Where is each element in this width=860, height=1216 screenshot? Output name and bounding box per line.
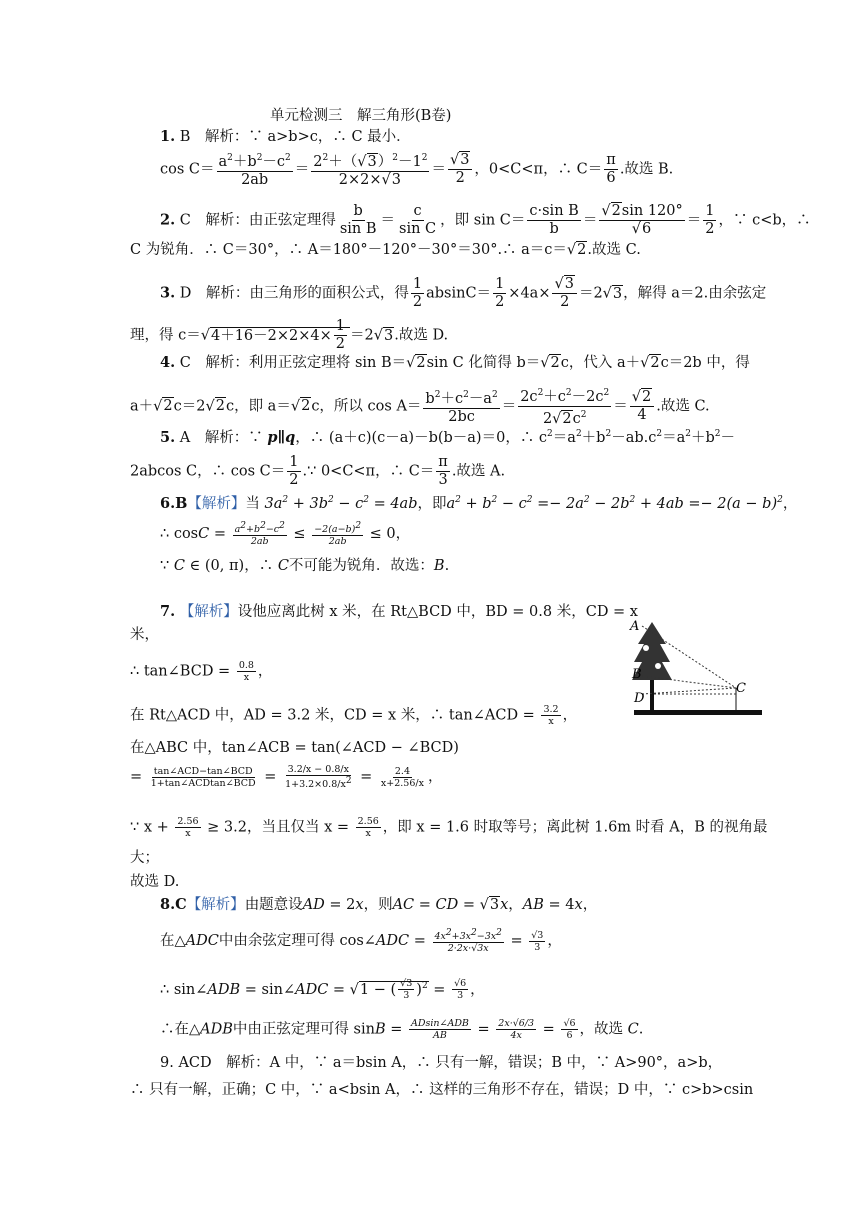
q9-line1: 9. ACD 解析：A 中，∵ a＝bsin A，∴ 只有一解，错误；B 中，∵ A>90°，a>b， <box>160 1055 723 1071</box>
page-title: 单元检测三 解三角形(B卷) <box>270 108 452 124</box>
q6-line2: ∴ cosC = $\frac{a^2+b^2-c^2}{2ab}$ ≤ $\frac{-2(a-b)^2}{2ab}$ ≤ 0， <box>160 521 411 548</box>
q1-line2: cos C＝ $\frac{a^2+b^2-c^2}{2ab}$ ＝ $\frac{2^2+(√3)^2-1^2}{2\times 2\times√3}$ ＝ $\frac{√3}{2}$ ，0<C<π，∴ C＝ $\frac{\pi}{6}$ .故选 B. <box>160 151 674 188</box>
q7-line1: 7. 【解析】设他应离此树 x 米，在 Rt△BCD 中，BD = 0.8 米，CD = x <box>160 603 638 620</box>
q9-line2: ∴ 只有一解，正确；C 中，∵ a<bsin A，∴ 这样的三角形不存在，错误；D 中，∵ c>b>csin <box>130 1082 754 1098</box>
q2-line2: C 为锐角．∴ C＝30°，∴ A＝180°－120°－30°＝30°.∴ a＝c＝√2.故选 C. <box>130 242 641 258</box>
fig-label-c: C <box>736 681 746 696</box>
q4-line2: a＋√2c＝2√2c，即 a＝√2c，所以 cos A＝ $\frac{b^2+c^2-a^2}{2bc}$ ＝ $\frac{2c^2+c^2-2c^2}{2√2c^2}$ ＝ $\frac{√2}{4}$ .故选 C. <box>130 385 710 428</box>
q7-line2: ∴ tan∠BCD = $\frac{0.8}{x}$ ， <box>130 660 273 683</box>
q4-line1: 4. C 解析：利用正弦定理将 sin B＝√2sin C 化简得 b＝√2c，代入 a＋√2c＝2b 中，得 <box>160 354 750 371</box>
q8-line3: ∴ sin∠ADB = sin∠ADC = √1 − ( $\frac{√3}{3}$ )$^2$ = $\frac{√6}{3}$ ， <box>160 978 485 1002</box>
q8-line1: 8.C【解析】由题意设AD = 2x，则AC = CD = √3x，AB = 4x， <box>160 896 598 913</box>
q7-line1b: 米， <box>130 627 159 643</box>
fig-label-b: B <box>632 667 642 682</box>
q7-line5: = tan∠ACD−tan∠BCD 1+tan∠ACDtan∠BCD = $\frac{3.2/x - 0.8/x}{1+3.2\times 0.8/x^2}$ = $\frac{2.4}{x+2.56/x}$ ， <box>130 764 443 791</box>
q1-line1: 1. B 解析：∵ a>b>c，∴ C 最小． <box>160 128 411 145</box>
q3-line1: 3. D 解析：由三角形的面积公式，得 $\frac{1}{2}$ absinC＝ $\frac{1}{2}$ ×4a× $\frac{√3}{2}$ ＝2√3，解得 a＝2.由余弦定 <box>160 276 767 310</box>
q2-line1: 2. C 解析：由正弦定理得 $\frac{b}{\text{sin B}}$ ＝ $\frac{c}{\text{sin C}}$ ，即 sin C＝ $\frac{\text{c·sin B}}{b}$ ＝ $\frac{√2\sin 120^\circ}{√6}$ ＝ $\frac{1}{2}$ ，∵ c<b，∴ <box>160 203 811 237</box>
q7-line6b: 大； <box>130 850 159 866</box>
q5-line1: 5. A 解析：∵ p∥q，∴ (a＋c)(c－a)－b(b－a)＝0，∴ $c^2=a^2+b^2-ab.c^2=a^2+b^2-$ <box>160 428 736 446</box>
q3-line2: 理，得 c＝√4＋16－2×2×4× $\frac{1}{2}$ ＝2√3.故选 D. <box>130 318 449 352</box>
q6-line3: ∵ C ∈ (0, π)，∴ C不可能为锐角．故选：B. <box>160 558 450 574</box>
q8-line4: ∴在△ADB中由正弦定理可得 sinB = ADsin∠ADB AB = $\frac{2x\cdot√6/3}{4x}$ = $\frac{√6}{6}$ ，故选 C. <box>160 1018 644 1041</box>
q5-line2: 2abcos C，∴ cos C＝ $\frac{1}{2}$ .∵ 0<C<π，∴ C＝ $\frac{\pi}{3}$ .故选 A. <box>130 454 506 488</box>
q7-line6: ∵ x + $\frac{2.56}{x}$ ≥ 3.2，当且仅当 x = $\frac{2.56}{x}$ ，即 x = 1.6 时取等号；离此树 1.6m 时看 A，B 的视角最 <box>130 816 768 839</box>
fig-label-d: D <box>634 691 645 706</box>
fig-label-a: A <box>630 619 640 634</box>
q7-line3: 在 Rt△ACD 中，AD = 3.2 米，CD = x 米，∴ tan∠ACD = $\frac{3.2}{x}$ ， <box>130 704 578 727</box>
q7-line4: 在△ABC 中，tan∠ACB = tan(∠ACD − ∠BCD) <box>130 740 459 756</box>
q7-line7: 故选 D. <box>130 874 180 890</box>
tree-figure <box>628 614 768 722</box>
q8-line2: 在△ADC中由余弦定理可得 cos∠ADC = $\frac{4x^2+3x^2-3x^2}{2\cdot 2x\cdot√3x}$ = $\frac{√3}{3}$ ， <box>160 928 562 955</box>
q6-line1: 6.B【解析】当 $3a^2 + 3b^2 - c^2 = 4ab$，即$a^2 + b^2 - c^2 =- 2a^2 - 2b^2 + 4ab =- 2(a - b)^2$， <box>160 494 798 512</box>
